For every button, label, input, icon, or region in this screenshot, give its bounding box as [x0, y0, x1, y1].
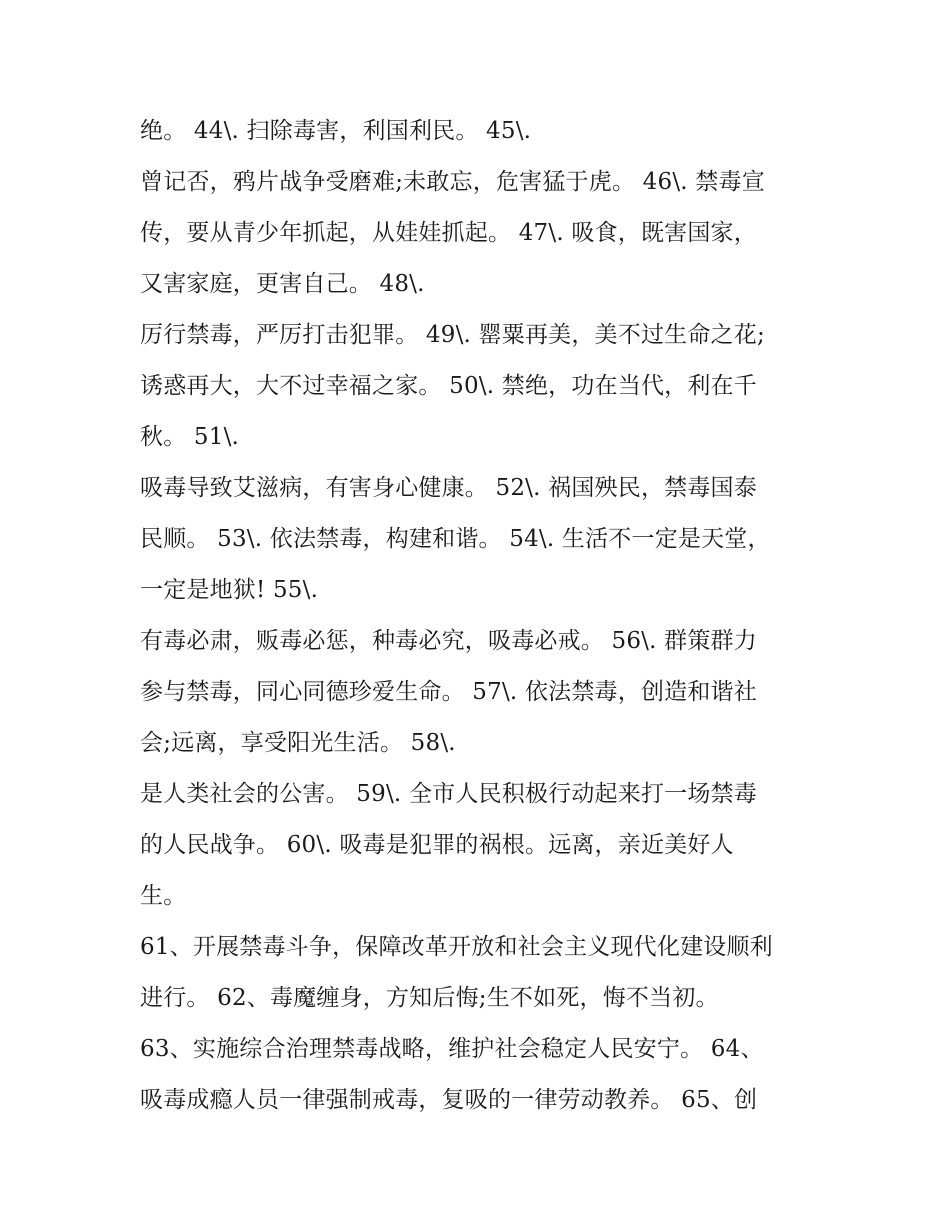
text-line: 又害家庭，更害自己。 48\. [140, 271, 425, 297]
text-line: 传，要从青少年抓起，从娃娃抓起。 47\. 吸食，既害国家， [140, 220, 757, 246]
text-line: 是人类社会的公害。 59\. 全市人民积极行动起来打一场禁毒 [140, 781, 757, 807]
text-line: 进行。 62、毒魔缠身，方知后悔;生不如死，悔不当初。 [140, 985, 719, 1011]
text-line: 曾记否，鸦片战争受磨难;未敢忘，危害猛于虎。 46\. 禁毒宣 [140, 169, 765, 195]
text-line: 厉行禁毒，严厉打击犯罪。 49\. 罂粟再美，美不过生命之花; [140, 322, 765, 348]
text-line: 吸毒导致艾滋病，有害身心健康。 52\. 祸国殃民，禁毒国泰 [140, 475, 757, 501]
text-line: 有毒必肃，贩毒必惩，种毒必究，吸毒必戒。 56\. 群策群力 [140, 628, 757, 654]
text-line: 生。 [140, 883, 187, 909]
text-line: 的人民战争。 60\. 吸毒是犯罪的祸根。远离，亲近美好人 [140, 832, 734, 858]
text-line: 秋。 51\. [140, 424, 240, 450]
text-line: 61、开展禁毒斗争，保障改革开放和社会主义现代化建设顺利 [140, 934, 773, 960]
text-line: 参与禁毒，同心同德珍爱生命。 57\. 依法禁毒，创造和谐社 [140, 679, 757, 705]
text-line: 一定是地狱! 55\. [140, 577, 319, 603]
text-line: 63、实施综合治理禁毒战略，维护社会稳定人民安宁。 64、 [140, 1036, 764, 1062]
text-line: 吸毒成瘾人员一律强制戒毒，复吸的一律劳动教养。 65、创 [140, 1087, 758, 1113]
text-line: 诱惑再大，大不过幸福之家。 50\. 禁绝，功在当代，利在千 [140, 373, 757, 399]
text-line: 会;远离，享受阳光生活。 58\. [140, 730, 456, 756]
text-line: 民顺。 53\. 依法禁毒，构建和谐。 54\. 生活不一定是天堂， [140, 526, 771, 552]
text-line: 绝。 44\. 扫除毒害，利国利民。 45\. [140, 118, 532, 144]
